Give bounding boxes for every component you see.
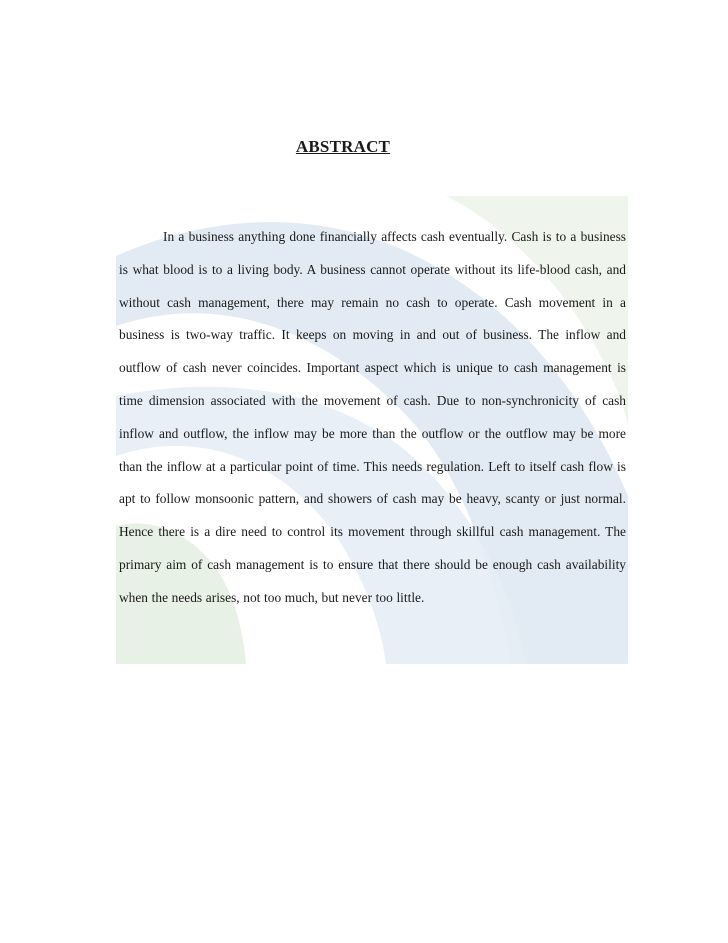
abstract-paragraph: In a business anything done financially affects cash eventually. Cash is to a business is what blood is to a living body. A business cannot operate without its life-blood cash, and without cash management, there may remain no cash to operate. Cash movement in a business is two-way traffic. It keeps on moving in and out of business. The inflow and outflow of cash never coincides. Important aspect which is unique to cash management is time dimension associated with the movement of cash. Due to non-synchronicity of cash inflow and outflow, the inflow may be more than the outflow or the outflow may be more than the inflow at a particular point of time. This needs regulation. Left to itself cash flow is apt to follow monsoonic pattern, and showers of cash may be heavy, scanty or just normal. Hence there is a dire need to control its movement through skillful cash management. The primary aim of cash management is to ensure that there should be enough cash availability when the needs arises, not too much, but never too little. bbox=[119, 229, 626, 605]
page-title: ABSTRACT bbox=[295, 137, 391, 156]
